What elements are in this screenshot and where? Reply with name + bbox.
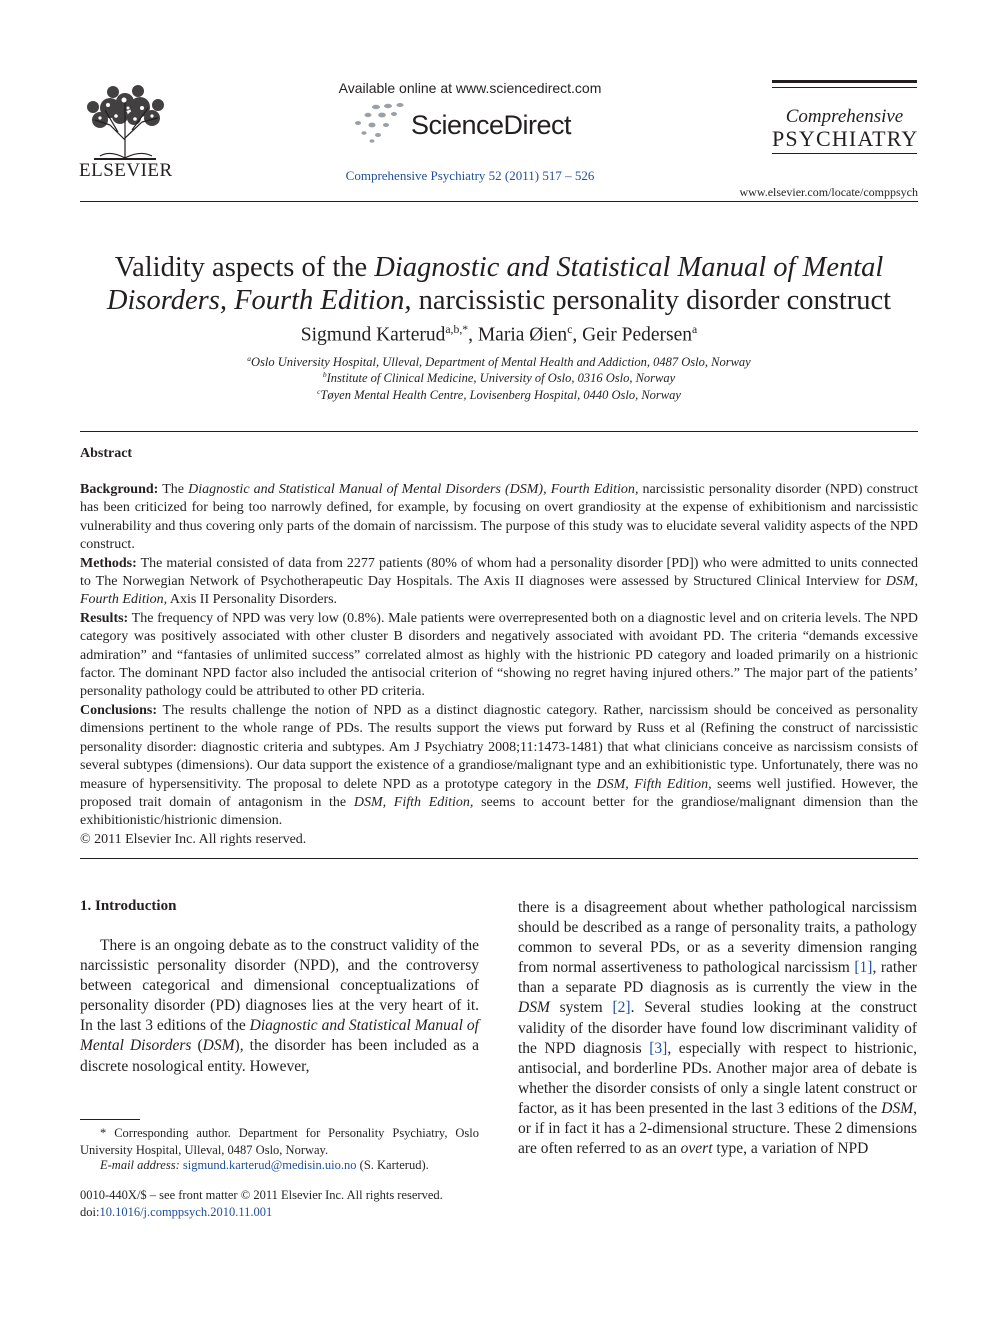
abstract-conclusions: Conclusions: The results challenge the notion of NPD as a distinct diagnostic category. Rather, narcissism should be conceived as personality dimensions pertinent to the whole range of PDs. The results support the views put forward by Russ et al (Refining the construct of narcissistic personality disorder: diagnostic criteria and subtypes. Am J Psychiatry 2008;11:1473-1481) that what clinicians conceive as narcissism consists of several subtypes (dimensions). Our data support the existence of a grandiose/malignant type and an exhibitionistic type. Unfortunately, there was no measure of hypersensitivity. The proposal to delete NPD as a prototype category in the DSM, Fifth Edition, seems well justified. However, the proposed trait domain of antagonism in the DSM, Fifth Edition, seems to account better for the grandiose/malignant dimension than the exhibitionistic/histrionic dimension. <box>80 702 919 829</box>
doi-line: doi:10.1016/j.comppsych.2010.11.001 <box>80 1205 273 1219</box>
journal-name-line-2: PSYCHIATRY <box>772 126 919 151</box>
author-name[interactable]: Maria Øien <box>477 324 568 346</box>
journal-masthead-rule <box>772 87 917 88</box>
abstract-bottom-rule <box>80 858 918 859</box>
affiliation: $^c$Tøyen Mental Health Centre, Lovisenberg Hospital, 0440 Oslo, Norway <box>317 387 681 403</box>
email-link[interactable]: sigmund.karterud@medisin.uio.no <box>182 1158 357 1172</box>
abstract-heading: Abstract <box>80 446 133 461</box>
journal-url[interactable]: www.elsevier.com/locate/comppsych <box>739 185 918 199</box>
journal-name-line-1: Comprehensive <box>785 106 904 127</box>
author-affiliation-mark: a,b,* <box>445 323 469 336</box>
citation-link[interactable]: [1] <box>854 959 873 977</box>
platform-name[interactable]: ScienceDirect <box>411 110 572 140</box>
corresponding-author-note: * Corresponding author. Department for Personality Psychiatry, Oslo University Hospital, Ulleval, 0487 Oslo, Norway. <box>80 1126 479 1157</box>
author-list: Sigmund Karterud$^{a,b,*}$, Maria Øien$^c$, Geir Pedersen$^a$ <box>300 323 698 346</box>
email-note: E-mail address: sigmund.karterud@medisin.uio.no (S. Karterud). <box>100 1158 429 1172</box>
abstract-top-rule <box>80 431 918 432</box>
available-online-text[interactable]: Available online at www.sciencedirect.com <box>338 80 602 96</box>
journal-masthead-rule <box>772 80 917 83</box>
section-heading-introduction: 1. Introduction <box>80 898 177 914</box>
publisher-name: ELSEVIER <box>79 160 173 181</box>
citation-link[interactable]: [3] <box>649 1039 668 1057</box>
copyright-line: © 2011 Elsevier Inc. All rights reserved. <box>80 831 307 847</box>
affiliation: $^b$Institute of Clinical Medicine, University of Oslo, 0316 Oslo, Norway <box>322 370 676 386</box>
journal-masthead-rule <box>772 153 917 154</box>
abstract-methods: Methods: The material consisted of data from 2277 patients (80% of whom had a personality disorder [PD]) who were admitted to units connected to The Norwegian Network of Psychotherapeutic Day Hospitals. The Axis II diagnoses were assessed by Structured Clinical Interview for DSM, Fourth Edition, Axis II Personality Disorders. <box>80 555 918 608</box>
header-divider <box>80 201 918 202</box>
doi-link[interactable]: 10.1016/j.comppsych.2010.11.001 <box>99 1205 273 1219</box>
abstract-background: Background: The Diagnostic and Statistical Manual of Mental Disorders (DSM), Fourth Edition, narcissistic personality disorder (NPD) construct has been criticized for being too narrowly defined, for example, by focusing on overt grandiosity at the expense of exhibitionism and narcissistic vulnerability and thus covering only parts of the domain of narcissism. The purpose of this study was to elucidate several validity aspects of the NPD construct. <box>80 482 918 553</box>
issn-line: 0010-440X/$ – see front matter © 2011 Elsevier Inc. All rights reserved. <box>80 1188 443 1202</box>
abstract-results: Results: The frequency of NPD was very low (0.8%). Male patients were overrepresented both on a diagnostic level and on criteria levels. The NPD category was positively associated with other cluster B disorders and negatively associated with avoidant PD. The criteria “demands excessive admiration” and “fantasies of unlimited success” correlated almost as highly with the histrionic PD category and loaded primarily on a histrionic factor. The dominant NPD factor also included the antisocial criterion of “showing no regret having injured others.” The major part of the patients’ personality pathology could be attributed to other PD criteria. <box>80 610 918 700</box>
author-name[interactable]: Geir Pedersen <box>582 324 693 346</box>
author-affiliation-mark: a <box>692 323 698 336</box>
affiliation: $^a$Oslo University Hospital, Ulleval, Department of Mental Health and Addiction, 0487 Oslo, Norway <box>247 354 751 370</box>
abstract-body <box>80 481 918 849</box>
footnote-rule <box>80 1119 140 1120</box>
author-affiliation-mark: c <box>567 323 573 336</box>
author-name[interactable]: Sigmund Karterud <box>300 324 446 346</box>
intro-paragraph-1: There is an ongoing debate as to the construct validity of the narcissistic personality disorder (NPD), and the controversy between categorical and dimensional conceptualizations of personality disorder (PD) diagnoses lies at the very heart of it. In the last 3 editions of the Diagnostic and Statistical Manual of Mental Disorders (DSM), the disorder has been included as a discrete nosological entity. However, <box>80 937 479 1075</box>
journal-reference-link[interactable]: Comprehensive Psychiatry 52 (2011) 517 – 526 <box>345 168 595 183</box>
citation-link[interactable]: [2] <box>612 999 631 1017</box>
intro-paragraph-2: there is a disagreement about whether pathological narcissism should be described as a range of personality traits, a pathology common to several PDs, or as a severity dimension ranging from normal assertiveness to pathological narcissism [1], rather than a separate PD diagnosis as is currently the view in the DSM system [2]. Several studies looking at the construct validity of the disorder have found low discriminant validity of the NPD diagnosis [3], especially with respect to histrionic, antisocial, and borderline PDs. Another major area of debate is whether the disorder consists of only a single latent construct or factor, as it has been presented in the last 3 editions of the DSM, or if in fact it has a 2-dimensional structure. These 2 dimensions are often referred to as an overt type, a variation of NPD <box>518 899 918 1158</box>
article-title: Validity aspects of the Diagnostic and Statistical Manual of Mental Disorders, Fourth Edition, narcissistic personality disorder construct <box>106 252 892 316</box>
